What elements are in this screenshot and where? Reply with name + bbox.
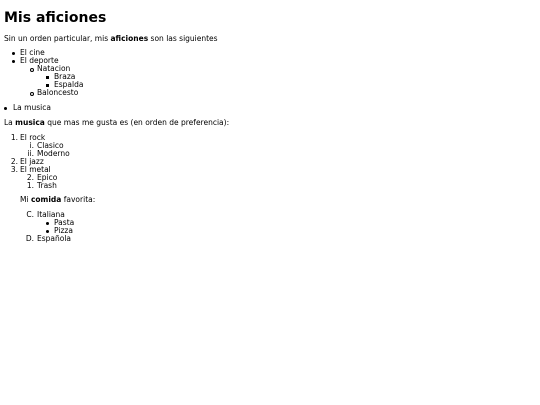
music-trash: Trash (37, 181, 57, 190)
swim-espalda: Espalda (54, 80, 84, 89)
list-bullet (12, 60, 15, 63)
music-intro-after: que mas me gusta es (en orden de preferencia): (44, 118, 230, 127)
food-pasta: Pasta (54, 218, 75, 227)
list-marker: ii. (27, 149, 34, 158)
intro-text-bold: aficiones (110, 34, 149, 43)
intro-text-before: Sin un orden particular, mis (4, 34, 111, 43)
list-marker: 2. (10, 157, 18, 166)
music-intro-before: La (4, 118, 16, 127)
intro-text-after: son las siguientes (148, 34, 218, 43)
food-pizza: Pizza (54, 226, 73, 235)
list-bullet (4, 107, 7, 110)
food-intro-before: Mi (20, 195, 31, 204)
sport-natacion: Natacion (37, 64, 71, 73)
list-bullet (46, 222, 49, 225)
hobby-musica: La musica (13, 103, 51, 112)
list-marker: 1. (26, 181, 34, 190)
list-marker: i. (29, 141, 34, 150)
music-intro-paragraph (4, 119, 229, 127)
food-intro-paragraph (20, 196, 95, 204)
music-moderno: Moderno (37, 149, 70, 158)
list-bullet (46, 230, 49, 233)
music-rock: El rock (20, 133, 46, 142)
music-metal: El metal (20, 165, 51, 174)
food-intro-after: favorita: (61, 195, 96, 204)
food-espanola: Española (37, 234, 72, 243)
list-marker: D. (25, 234, 34, 243)
page-title: Mis aficiones (4, 10, 107, 26)
hobby-cine: El cine (20, 48, 45, 57)
sport-baloncesto: Baloncesto (37, 88, 79, 97)
music-epico: Epico (37, 173, 58, 182)
list-bullet (46, 84, 49, 87)
music-jazz: El jazz (20, 157, 44, 166)
list-bullet (30, 92, 34, 96)
list-marker: 3. (10, 165, 18, 174)
list-marker: 1. (10, 133, 18, 142)
list-marker: 2. (26, 173, 34, 182)
music-intro-bold: musica (15, 118, 45, 127)
list-bullet (12, 52, 15, 55)
music-clasico: Clasico (37, 141, 64, 150)
list-bullet (46, 76, 49, 79)
intro-paragraph (4, 35, 218, 43)
hobby-deporte: El deporte (20, 56, 59, 65)
list-marker: C. (26, 210, 34, 219)
food-intro-bold: comida (30, 195, 62, 204)
swim-braza: Braza (54, 72, 76, 81)
list-bullet (30, 68, 34, 72)
food-italiana: Italiana (37, 210, 65, 219)
